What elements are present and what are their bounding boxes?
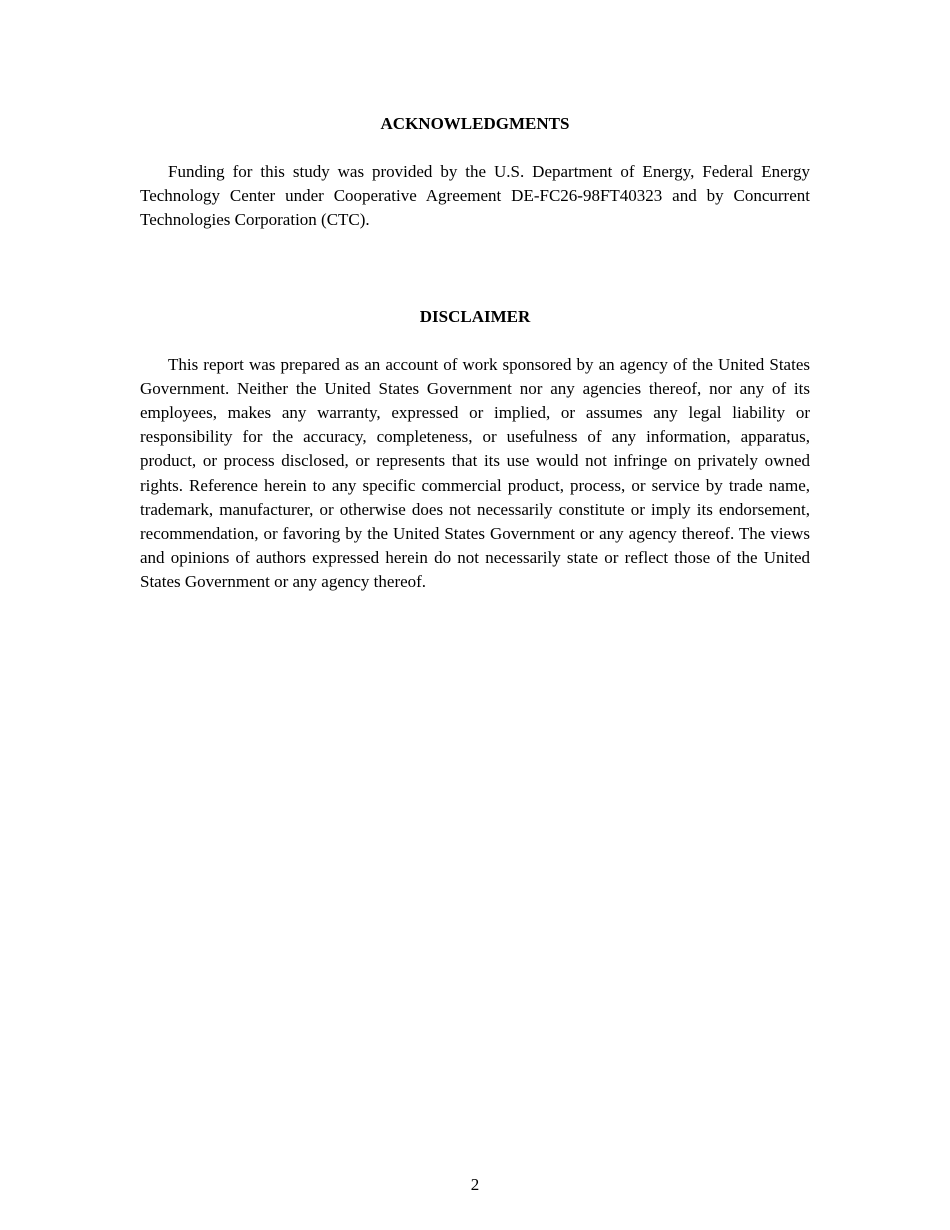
document-page [140, 112, 810, 595]
page-number: 2 [470, 1175, 480, 1194]
acknowledgments-paragraph: Funding for this study was provided by the U.S. Department of Energy, Federal Energy Technology Center under Cooperative Agreement DE-FC26-98FT40323 and by Concurrent Technologies Corporation (CTC). [140, 162, 810, 230]
disclaimer-heading: DISCLAIMER [419, 306, 531, 326]
acknowledgments-heading: ACKNOWLEDGMENTS [380, 114, 570, 133]
acknowledgments-section [140, 112, 810, 233]
disclaimer-section [140, 305, 810, 595]
disclaimer-paragraph: This report was prepared as an account of work sponsored by an agency of the United States Government. Neither the United States Government nor any agencies thereof, nor any of its employees, makes any warranty, expressed or implied, or assumes any legal liability or responsibility for the accuracy, completeness, or usefulness of any information, apparatus, product, or process disclosed, or represents that its use would not infringe on privately owned rights. Reference herein to any specific commercial product, process, or service by trade name, trademark, manufacturer, or otherwise does not necessarily constitute or imply its endorsement, recommendation, or favoring by the United States Government or any agency thereof. The views and opinions of authors expressed herein do not necessarily state or reflect those of the United States Government or any agency thereof. [140, 354, 810, 592]
